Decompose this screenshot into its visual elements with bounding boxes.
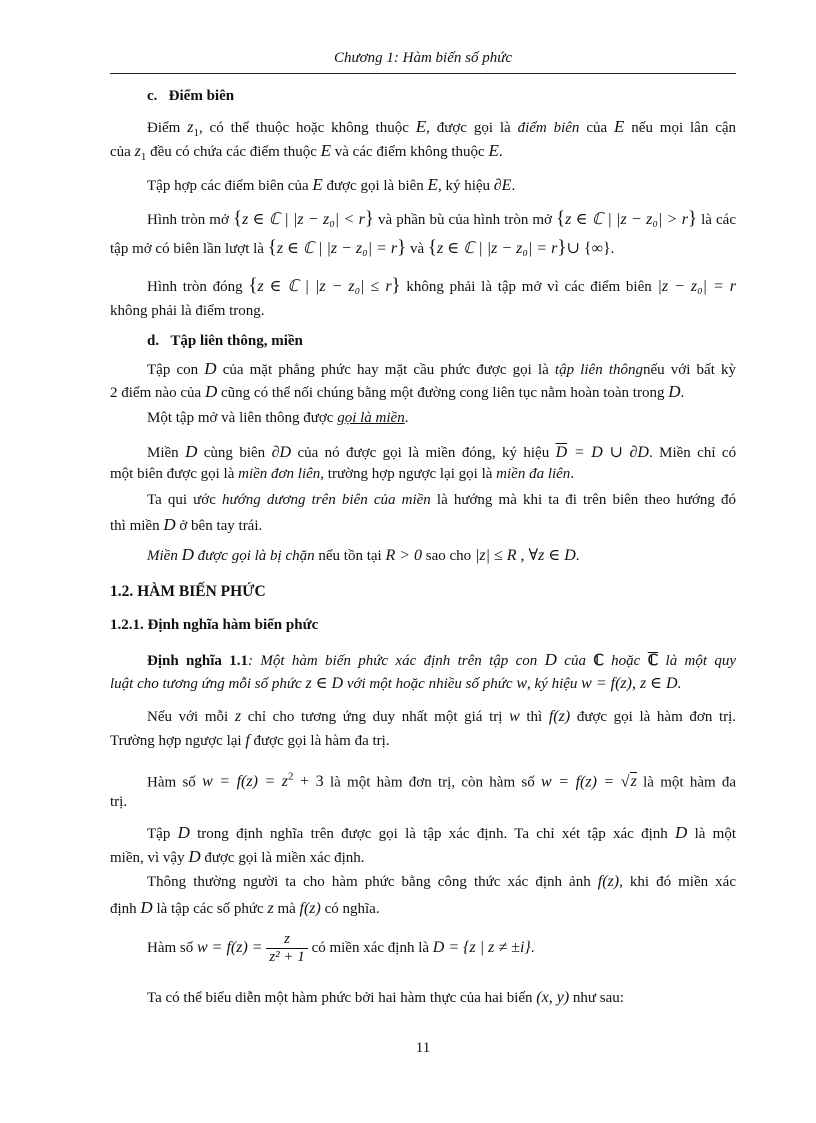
p8-line1: [147, 491, 736, 510]
text: sao cho: [425, 548, 472, 564]
p1-line1: [147, 117, 736, 143]
p9-line: [147, 545, 736, 566]
text: Hình tròn mở: [147, 212, 229, 228]
math-z-squared: $w = f(z) = z^2 + 3$: [202, 771, 324, 791]
math-closed-disk: {z ∈ ℂ | |z − z₀| ≤ r}: [248, 275, 401, 296]
math-boundary-circle: |z − z₀| = r: [657, 278, 737, 295]
math-closure: $\overline{D} = D$ ∪ ∂D: [555, 444, 649, 461]
text: đều có chứa các điểm thuộc: [150, 144, 317, 160]
text: .: [575, 548, 580, 564]
math-open-disk: {z ∈ ℂ | |z − z₀| < r}: [232, 208, 374, 229]
text: Hàm số: [147, 774, 196, 791]
section-c-label: c.: [147, 88, 158, 104]
term-mien: gọi là miền: [337, 410, 405, 426]
section-d-heading: [147, 332, 773, 351]
p12-line1: [147, 823, 736, 844]
text: Ta qui ước: [147, 492, 216, 508]
text: Hàm số: [147, 940, 194, 956]
section-1-2-1-heading: 1.2.1. Định nghĩa hàm biến phức: [110, 617, 319, 633]
text: cùng biên: [203, 445, 266, 461]
p2-line: [147, 175, 736, 196]
math-boundary-1: {z ∈ ℂ | |z − z₀| = r}: [267, 237, 407, 258]
term-don-lien: miền đơn liên: [238, 466, 321, 482]
text: là một quy: [665, 653, 737, 669]
math-E: E: [614, 117, 625, 136]
definition-label: Định nghĩa 1.1: [147, 653, 248, 669]
text: được gọi là miền xác định.: [204, 850, 365, 866]
math-D: D: [140, 898, 153, 917]
text: là các: [701, 212, 737, 228]
text: không phải là điểm trong.: [110, 303, 265, 319]
math-E: E: [488, 141, 499, 160]
text: là một hàm đơn trị, còn hàm số: [329, 774, 535, 791]
math-D: D: [544, 650, 557, 669]
term-bi-chan: được gọi là bị chặn: [197, 548, 315, 564]
math-z: z: [234, 708, 242, 725]
math-D: D: [177, 823, 190, 842]
p7-line1: [147, 442, 736, 463]
p1-line2: [110, 141, 736, 167]
section-d-label: d.: [147, 333, 160, 349]
text: được gọi là hàm đa trị.: [253, 733, 390, 749]
p10-line2: [110, 731, 736, 751]
page-number: 11: [415, 1040, 431, 1056]
text: của: [110, 144, 131, 160]
section-c-title: Điểm biên: [168, 88, 235, 104]
text: của nó được gọi là miền đóng, ký hiệu: [297, 445, 550, 461]
text: , ký hiệu: [437, 178, 491, 194]
text: nếu tồn tại: [318, 548, 382, 564]
math-E: E: [312, 175, 323, 194]
text: .: [677, 676, 682, 692]
text: .: [530, 940, 535, 956]
math-z1: $z_1$: [134, 143, 147, 164]
text: nếu mọi lân cận: [631, 120, 737, 136]
text: , được gọi là: [426, 120, 511, 136]
text: được gọi là biên: [326, 178, 424, 194]
p3-line1: [147, 209, 736, 230]
math-fz: f(z): [548, 708, 571, 725]
text: , ký hiệu: [527, 676, 578, 692]
p15-line: [147, 988, 736, 1008]
text: Thông thường người ta cho hàm phức bằng công thức xác định ảnh: [147, 874, 591, 890]
text: .: [680, 385, 685, 401]
text: của: [564, 653, 586, 669]
math-complement: {z ∈ ℂ | |z − z₀| > r}: [556, 208, 698, 229]
text: không phải là tập mở vì các điểm biên: [406, 279, 652, 295]
p14-line: [147, 930, 736, 966]
text: . Miền chỉ có: [648, 445, 737, 461]
math-z-in-D: z ∈ D: [305, 675, 344, 692]
math-f: f: [245, 732, 250, 749]
term-da-lien: miền đa liên: [496, 466, 571, 482]
text: trong định nghĩa trên được gọi là tập xác định. Ta chỉ xét tập xác định: [197, 826, 668, 842]
text: Trường hợp ngược lại: [110, 733, 242, 749]
math-boundary-E: ∂E: [493, 177, 512, 194]
text: và: [410, 241, 425, 257]
text: , khi đó miền xác: [619, 874, 736, 890]
math-w: w: [516, 675, 528, 692]
text: tập mở có biên lần lượt là: [110, 241, 264, 257]
text: thì miền: [110, 518, 160, 534]
text: , có thể thuộc hoặc không thuộc: [198, 120, 409, 136]
math-R-positive: R > 0: [385, 547, 423, 564]
text: Miền: [147, 548, 178, 564]
p6-line: [147, 409, 736, 428]
section-d-title: Tập liên thông, miền: [170, 333, 303, 349]
math-w: w: [509, 708, 520, 725]
text: Hình tròn đóng: [147, 279, 243, 295]
text: : Một hàm biến phức xác định trên tập con: [248, 653, 538, 669]
p13-line2: [110, 898, 736, 919]
math-fz: f(z): [597, 873, 620, 890]
text: Nếu với mỗi: [147, 709, 229, 725]
text: là hướng mà khi ta đi trên biên theo hướng đó: [436, 492, 737, 508]
math-z: z: [267, 900, 274, 917]
math-E: E: [320, 141, 332, 160]
text: như sau:: [572, 990, 624, 1006]
math-bounded: |z| ≤ R , ∀z ∈ D: [474, 547, 576, 564]
math-D: D: [185, 442, 198, 461]
text: ở bên tay trái.: [179, 518, 263, 534]
p7-line2: [110, 465, 736, 484]
text: .: [404, 410, 409, 426]
text: Ta có thể biểu diễn một hàm phức bởi hai hàm thực của hai biến: [147, 990, 533, 1006]
p4-line2: [110, 302, 736, 321]
p5-line2: [110, 382, 736, 403]
text: là một hàm đa: [643, 774, 737, 791]
p5-line1: [147, 359, 736, 380]
term-huong-duong: hướng dương trên biên của miền: [222, 492, 431, 508]
text: chỉ cho tương ứng duy nhất một giá trị: [247, 709, 503, 725]
math-sqrt: w = f(z) = √z: [541, 773, 637, 791]
text: được gọi là hàm đơn trị.: [576, 709, 737, 725]
text: và phần bù của hình tròn mở: [378, 212, 552, 228]
text: mà: [277, 901, 296, 917]
math-D: D: [188, 847, 201, 866]
p3-line2: [110, 238, 736, 259]
text: Tập: [147, 826, 171, 842]
text: của: [586, 120, 608, 136]
term-lien-thong: tập liên thông: [554, 362, 644, 378]
text: và các điểm không thuộc: [334, 144, 485, 160]
p13-line1: [147, 872, 736, 892]
math-z1: $z_1$: [187, 119, 199, 140]
text: Điểm: [147, 120, 181, 136]
text: .: [511, 178, 516, 194]
p12-line2: [110, 847, 736, 868]
math-D: D: [675, 823, 688, 842]
text: hoặc: [611, 653, 641, 669]
text: có nghĩa.: [324, 901, 380, 917]
running-header: Chương 1: Hàm biến số phức: [333, 50, 513, 66]
text: .: [570, 466, 575, 482]
math-fraction: $\frac{z}{\text{z² + 1}}$: [266, 931, 307, 966]
text: Miền: [147, 445, 179, 461]
text: Một tập mở và liên thông được: [147, 410, 334, 426]
section-c-heading: [147, 87, 773, 106]
def-line2: [110, 674, 736, 694]
math-D: D: [668, 382, 681, 401]
math-D: D: [163, 515, 176, 534]
math-boundary-2: {z ∈ ℂ | |z − z₀| = r}∪ {∞}: [427, 237, 611, 258]
text: với một hoặc nhiều số phức: [346, 676, 513, 692]
math-C-bar: ℂ: [647, 653, 659, 669]
text: định: [110, 901, 137, 917]
text: một biên được gọi là: [110, 466, 235, 482]
text: miền, vì vậy: [110, 850, 185, 866]
p11-line2: [110, 793, 736, 812]
text: cũng có thể nối chúng bằng một đường cong liên tục nằm hoàn toàn trong: [221, 385, 665, 401]
p4-line1: [147, 276, 736, 297]
text: thì: [526, 709, 543, 725]
text: của mặt phẳng phức hay mặt cầu phức được gọi là: [222, 362, 549, 378]
math-lhs: w = f(z) =: [197, 939, 263, 956]
text: .: [610, 241, 615, 257]
math-E: E: [415, 117, 427, 136]
math-domain: D = {z | z ≠ ±i}: [432, 939, 531, 956]
math-C: ℂ: [593, 653, 604, 669]
header-rule: [110, 73, 736, 74]
text: .: [498, 144, 503, 160]
text: 2 điểm nào của: [110, 385, 202, 401]
math-D: D: [204, 382, 218, 401]
text: là một: [694, 826, 736, 842]
section-1-2-heading: 1.2. HÀM BIẾN PHỨC: [110, 583, 266, 600]
text: Tập con: [147, 362, 199, 378]
text: , trường hợp ngược lại gọi là: [320, 466, 493, 482]
text: luật cho tương ứng mỗi số phức: [110, 676, 302, 692]
text: trị.: [110, 794, 128, 810]
text: là tập các số phức: [156, 901, 264, 917]
p11-line1: [147, 768, 736, 792]
p8-line2: [110, 515, 736, 536]
math-xy: (x, y): [536, 989, 570, 1006]
math-E: E: [427, 175, 438, 194]
p10-line1: [147, 707, 736, 727]
text: nếu với bất kỳ: [643, 362, 737, 378]
def-line1: [147, 650, 736, 671]
math-boundary-D: ∂D: [271, 444, 292, 461]
math-fz: f(z): [299, 900, 321, 917]
math-D: D: [181, 545, 194, 564]
math-D: D: [204, 359, 217, 378]
term-diem-bien: điểm biên: [517, 120, 580, 136]
math-notation: w = f(z), z ∈ D: [581, 675, 678, 692]
text: có miền xác định là: [311, 940, 430, 956]
text: Tập hợp các điểm biên của: [147, 178, 309, 194]
